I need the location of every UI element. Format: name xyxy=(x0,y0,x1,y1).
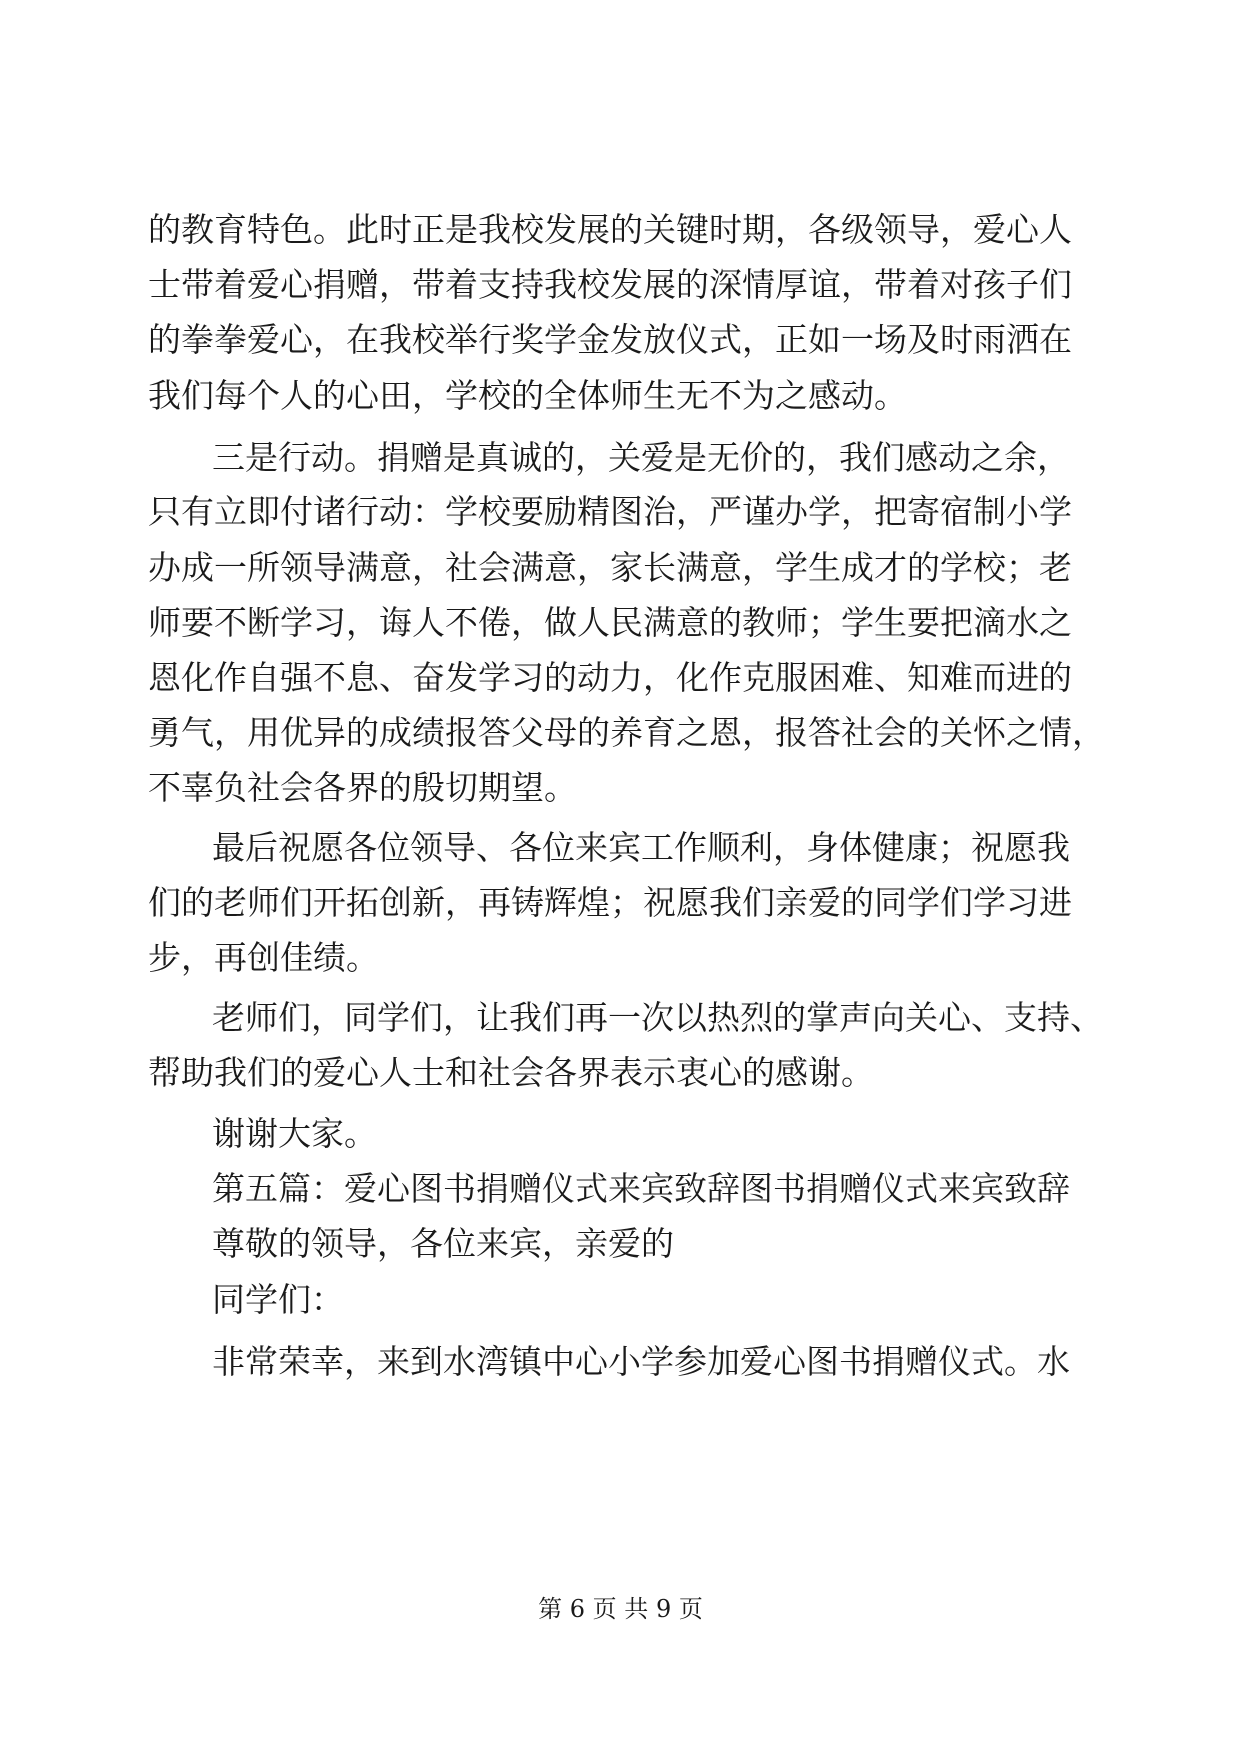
text-line: 恩化作自强不息、奋发学习的动力，化作克服困难、知难而进的 xyxy=(148,658,1072,697)
text-line: 的教育特色。此时正是我校发展的关键时期，各级领导，爱心人 xyxy=(148,210,1072,249)
text-line: 同学们： xyxy=(212,1280,344,1319)
text-line: 勇气，用优异的成绩报答父母的养育之恩，报答社会的关怀之情， xyxy=(148,713,1105,752)
text-line: 只有立即付诸行动：学校要励精图治，严谨办学，把寄宿制小学 xyxy=(148,492,1072,531)
text-line: 不辜负社会各界的殷切期望。 xyxy=(148,768,577,807)
text-line: 我们每个人的心田，学校的全体师生无不为之感动。 xyxy=(148,376,907,415)
text-line: 非常荣幸，来到水湾镇中心小学参加爱心图书捐赠仪式。水 xyxy=(212,1342,1070,1381)
text-line: 办成一所领导满意，社会满意，家长满意，学生成才的学校；老 xyxy=(148,548,1072,587)
text-line: 士带着爱心捐赠，带着支持我校发展的深情厚谊，带着对孩子们 xyxy=(148,265,1072,304)
text-line: 三是行动。捐赠是真诚的，关爱是无价的，我们感动之余， xyxy=(212,438,1070,477)
text-line: 帮助我们的爱心人士和社会各界表示衷心的感谢。 xyxy=(148,1053,874,1092)
page-number-footer: 第 6 页 共 9 页 xyxy=(538,1595,703,1623)
text-line: 尊敬的领导，各位来宾，亲爱的 xyxy=(212,1224,674,1263)
text-line: 第五篇：爱心图书捐赠仪式来宾致辞图书捐赠仪式来宾致辞 xyxy=(212,1169,1070,1208)
text-line: 谢谢大家。 xyxy=(212,1114,377,1153)
text-line: 步，再创佳绩。 xyxy=(148,938,379,977)
text-line: 最后祝愿各位领导、各位来宾工作顺利，身体健康；祝愿我 xyxy=(212,828,1070,867)
text-line: 师要不断学习，诲人不倦，做人民满意的教师；学生要把滴水之 xyxy=(148,603,1072,642)
text-line: 的拳拳爱心，在我校举行奖学金发放仪式，正如一场及时雨洒在 xyxy=(148,320,1072,359)
text-line: 们的老师们开拓创新，再铸辉煌；祝愿我们亲爱的同学们学习进 xyxy=(148,883,1072,922)
text-line: 老师们，同学们，让我们再一次以热烈的掌声向关心、支持、 xyxy=(212,998,1103,1037)
